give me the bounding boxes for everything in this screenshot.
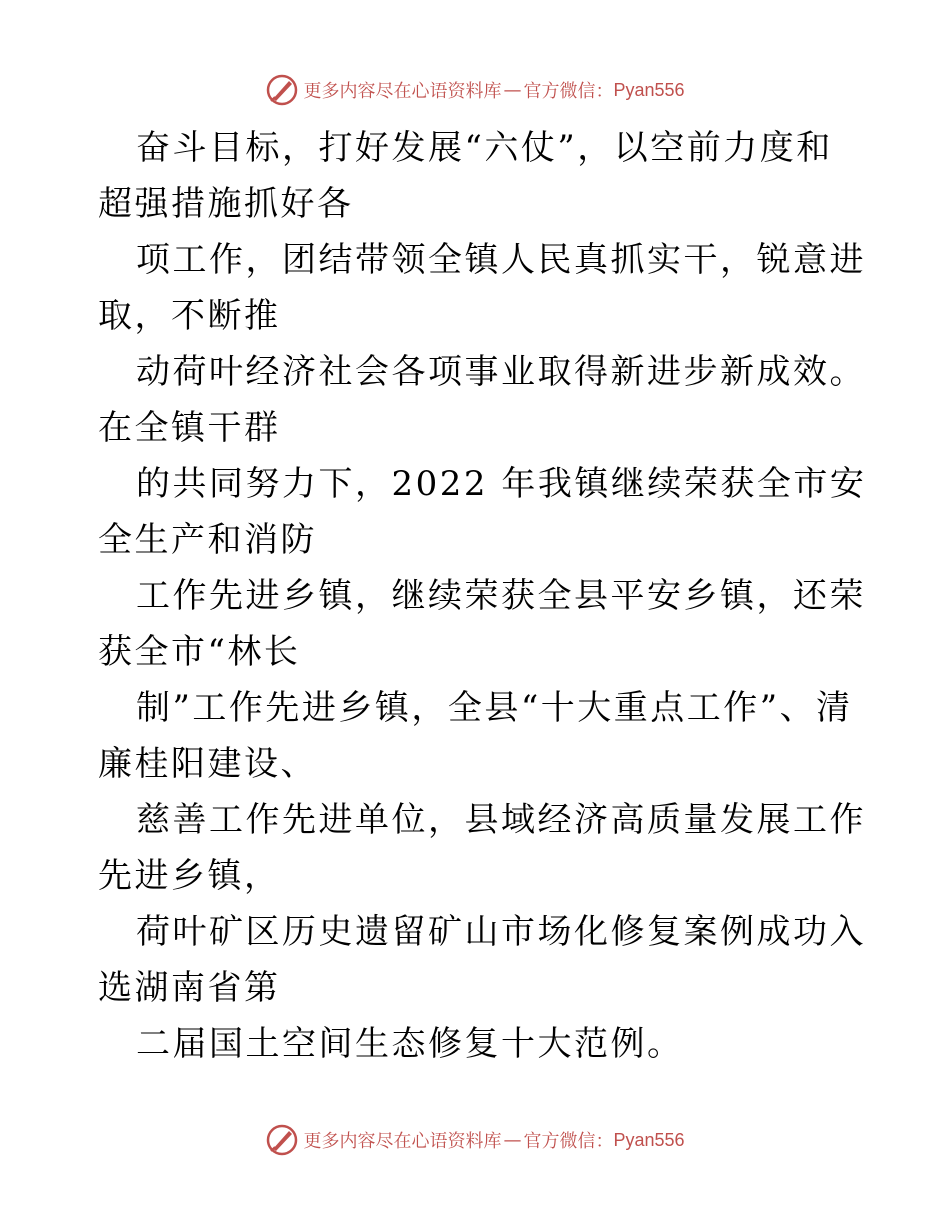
- quill-pen-logo-icon: [265, 73, 299, 107]
- watermark-separator: —: [503, 79, 522, 101]
- paragraph-line: 奋斗目标，打好发展“六仗”，以空前力度和超强措施抓好各: [98, 128, 833, 224]
- paragraph-line: 二届国土空间生态修复十大范例。: [136, 1024, 684, 1064]
- paragraph-line: 工作先进乡镇，继续荣获全县平安乡镇，还荣获全市“林长: [98, 576, 866, 672]
- paragraph-line: 的共同努力下，2022 年我镇继续荣获全市安全生产和消防: [98, 464, 867, 560]
- watermark-account: Pyan556: [613, 1129, 685, 1150]
- watermark-text: 更多内容尽在心语资料库: [303, 81, 502, 102]
- quill-pen-logo-icon: [265, 1123, 299, 1157]
- watermark-account: Pyan556: [613, 79, 685, 100]
- paragraph-line: 动荷叶经济社会各项事业取得新进步新成效。在全镇干群: [98, 352, 866, 448]
- paragraph-line: 项工作，团结带领全镇人民真抓实干，锐意进取，不断推: [98, 240, 866, 336]
- footer-watermark: [0, 1120, 950, 1160]
- watermark-separator: —: [503, 1129, 522, 1151]
- paragraph-line: 荷叶矿区历史遗留矿山市场化修复案例成功入选湖南省第: [98, 912, 866, 1008]
- header-watermark: [0, 70, 950, 110]
- paragraph-line: 制”工作先进乡镇，全县“十大重点工作”、清廉桂阳建设、: [98, 688, 853, 784]
- watermark-text: 更多内容尽在心语资料库: [303, 1131, 502, 1152]
- paragraph-line: 慈善工作先进单位，县域经济高质量发展工作先进乡镇，: [98, 800, 866, 896]
- document-body: [98, 120, 868, 1072]
- watermark-official-label: 官方微信：: [523, 1131, 614, 1152]
- watermark-official-label: 官方微信：: [523, 81, 614, 102]
